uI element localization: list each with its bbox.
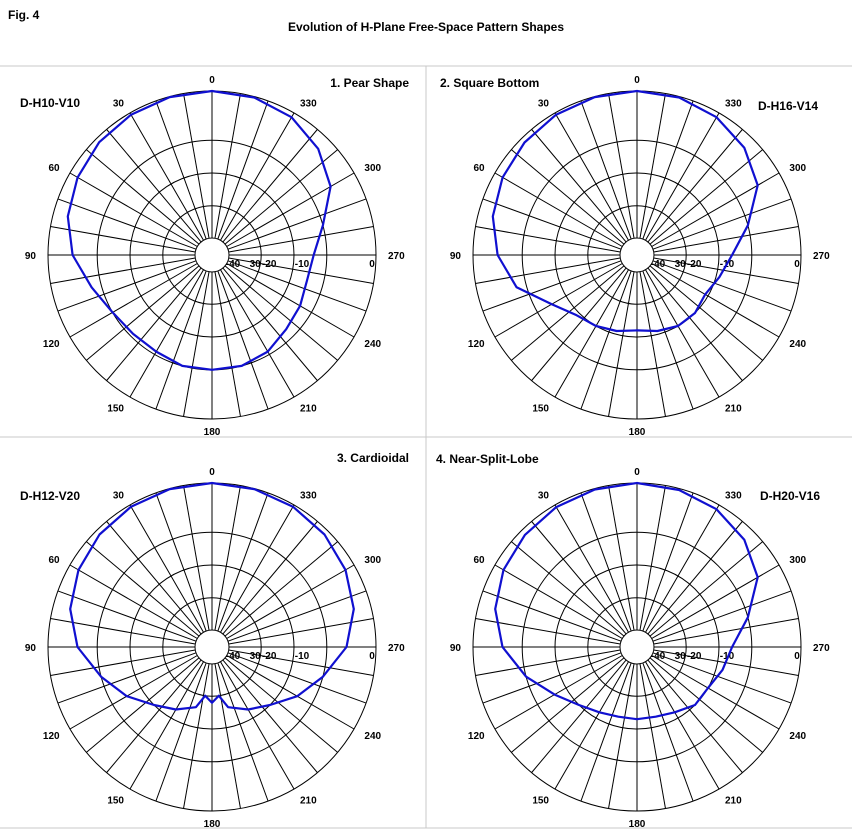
grid-spoke [229,227,374,253]
angle-label: 210 [300,403,317,415]
angle-label: 180 [203,819,221,830]
angle-label: 270 [813,251,830,262]
angle-label: 30 [112,490,124,502]
db-tick-label: -20 [686,259,702,270]
angle-label: 120 [42,731,60,742]
angle-label: 330 [300,490,317,502]
angle-label: 150 [532,795,549,807]
panel-title: 2. Square Bottom [440,76,540,90]
grid-spoke [654,619,799,645]
angle-label: 0 [634,467,640,478]
angle-label: 90 [449,251,461,262]
polar-panel-2 [440,75,830,438]
grid-spoke [609,93,635,238]
grid-spoke [184,272,210,417]
angle-label: 120 [467,339,485,350]
angle-label: 180 [203,427,221,438]
db-tick-label: -10 [294,259,310,270]
grid-ring-inner [620,238,654,272]
panel-model: D-H16-V14 [757,99,818,113]
grid-spoke [184,485,210,630]
grid-spoke [609,272,635,417]
db-tick-label: -40 [225,651,241,662]
panel-title: 1. Pear Shape [330,76,409,90]
grid-ring-inner [195,630,229,664]
grid-spoke [50,650,195,676]
panel-model: D-H20-V16 [759,489,820,503]
panel-title: 3. Cardioidal [336,451,409,465]
angle-label: 150 [107,795,124,807]
grid-spoke [609,485,635,630]
db-tick-label: -40 [650,259,666,270]
grid-spoke [640,272,666,417]
angle-label: 0 [209,75,215,86]
angle-label: 150 [107,403,124,415]
grid-spoke [215,272,241,417]
angle-label: 300 [789,163,807,174]
grid-spoke [609,664,635,809]
angle-label: 240 [364,731,382,742]
pattern-line [493,91,758,331]
angle-label: 90 [24,251,36,262]
grid-spoke [654,227,799,253]
db-tick-label: -20 [261,651,277,662]
db-tick-label: -10 [719,651,735,662]
angle-label: 300 [789,555,807,566]
polar-panel-4 [436,452,830,830]
grid-spoke [215,664,241,809]
angle-label: 30 [537,490,549,502]
angle-label: 60 [48,163,60,174]
db-tick-label: 30 [674,259,686,270]
angle-label: 60 [473,555,485,566]
angle-label: 270 [388,643,405,654]
polar-panel-3 [20,451,409,830]
angle-label: 120 [467,731,485,742]
grid-ring-inner [195,238,229,272]
angle-label: 210 [725,795,742,807]
grid-spoke [215,93,241,238]
db-tick-label: 0 [794,259,800,270]
db-tick-label: 30 [249,259,261,270]
figure-label: Fig. 4 [8,8,40,22]
panel-model: D-H12-V20 [20,489,81,503]
angle-label: 240 [789,731,807,742]
db-tick-label: 30 [674,651,686,662]
grid-spoke [640,485,666,630]
angle-label: 330 [725,490,742,502]
angle-label: 300 [364,555,382,566]
angle-label: 30 [537,98,549,110]
grid-spoke [184,664,210,809]
angle-label: 300 [364,163,382,174]
angle-label: 210 [300,795,317,807]
db-tick-label: 0 [369,651,375,662]
db-tick-label: -40 [225,259,241,270]
angle-label: 60 [473,163,485,174]
db-tick-label: 0 [369,259,375,270]
angle-label: 150 [532,403,549,415]
angle-label: 330 [725,98,742,110]
panel-title: 4. Near-Split-Lobe [436,452,539,466]
figure-title: Evolution of H-Plane Free-Space Pattern Shapes [287,20,565,34]
db-tick-label: -20 [261,259,277,270]
angle-label: 270 [388,251,405,262]
angle-label: 330 [300,98,317,110]
angle-label: 270 [813,643,830,654]
angle-label: 240 [789,339,807,350]
angle-label: 0 [634,75,640,86]
angle-label: 0 [209,467,215,478]
angle-label: 180 [628,427,646,438]
db-tick-label: -10 [719,259,735,270]
angle-label: 210 [725,403,742,415]
grid-spoke [475,650,620,676]
angle-label: 30 [112,98,124,110]
polar-panel-1 [20,75,409,438]
db-tick-label: -40 [650,651,666,662]
db-tick-label: 0 [794,651,800,662]
grid-spoke [50,258,195,284]
grid-ring-inner [620,630,654,664]
angle-label: 60 [48,555,60,566]
angle-label: 240 [364,339,382,350]
angle-label: 120 [42,339,60,350]
angle-label: 90 [24,643,36,654]
db-tick-label: 30 [249,651,261,662]
grid-spoke [640,664,666,809]
db-tick-label: -20 [686,651,702,662]
grid-spoke [184,93,210,238]
angle-label: 90 [449,643,461,654]
panel-model: D-H10-V10 [20,96,81,110]
grid-spoke [640,93,666,238]
grid-spoke [215,485,241,630]
db-tick-label: -10 [294,651,310,662]
grid-spoke [475,258,620,284]
angle-label: 180 [628,819,646,830]
